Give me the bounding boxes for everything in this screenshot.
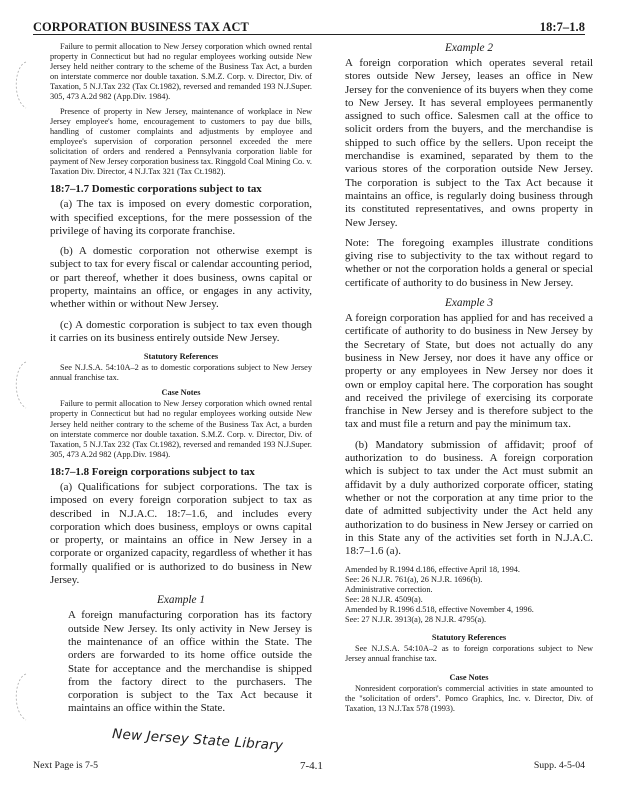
example-2-heading: Example 2 [445,42,493,54]
statutory-references-heading: Statutory References [143,352,219,362]
punch-hole-mark [8,672,30,722]
amendment-line: See: 26 N.J.R. 761(a), 26 N.J.R. 1696(b). [345,575,483,585]
library-stamp: New Jersey State Library [111,726,284,754]
section-heading-1-7: 18:7–1.7 Domestic corporations subject to tax [50,183,262,196]
case-note: Failure to permit allocation to New Jersey corporation which owned rental property in Connecticut but had no regular employees working outside New Jersey held neither contrary to the scheme of the Business Tax Act, a burden on interstate commerce nor double taxation. S.M.Z. Corp. v. Director, Div. of Taxation, 5 N.J.Tax 232 (Tax Ct.1982), reversed and remanded 193 N.J.Super. 305, 473 A.2d 982 (App.Div. 1984). [50,42,312,102]
paragraph-1-7-b: (b) A domestic corporation not otherwise exempt is subject to tax for every fiscal or calendar accounting period, or part thereof, whether it does business, owns capital or property, maintains an office, or engages in any activity, whether within or without New Jersey. [50,245,312,311]
case-notes-text: Nonresident corporation's commercial activities in state amounted to the "solicitation of orders". Pomco Graphics, Inc. v. Director, Div. of Taxation, 13 N.J.Tax 578 (1993). [345,683,593,713]
example-3-text: A foreign corporation has applied for and has received a certificate of authority to do business in New Jersey by the Secretary of State, but does not actually do any business in New Jersey, nor does it have any office or property or any employees in New Jersey nor does it own or employ capital here. The corporation has sought and received the privilege of exercising its corporate franchise in New Jersey and is therefore subject to the tax and must file a return and pay the minimum tax. [345,312,593,431]
paragraph-1-8-b: (b) Mandatory submission of affidavit; proof of authorization to do business. A foreign corporation which is subject to tax under the Act must submit an affidavit by a duly authorized corporate officer, stating whether or not the corporation at any time prior to the date of admitted subjectivity under the Act held any authorization to do business in New Jersey or carried on in this State any of the activities set forth in N.J.A.C. 18:7–1.6 (a). [345,438,593,558]
paragraph-1-8-a: (a) Qualifications for subject corporations. The tax is imposed on every foreign corporation subject to tax as described in N.J.A.C. 18:7–1.6, and includes every corporation which does business, employs or owns capital or property, or maintains an office in New Jersey in a corporate or organized capacity, regardless of whether it has formally qualified or is authorized to do business in New Jersey. [50,480,312,587]
statutory-references-text: See N.J.S.A. 54:10A–2 as to domestic corporations subject to New Jersey annual franchise tax. [50,363,312,383]
example-3-heading: Example 3 [445,297,493,310]
punch-hole-mark [8,360,30,410]
amendment-history [345,565,593,625]
example-2-text: A foreign corporation which operates several retail stores outside New Jersey, leases an office in New Jersey for the convenience of its buyers when they come to New Jersey. It has several employees permanently assigned to such office. Salesmen call at the office to solicit orders from the buyers, and the merchandise is shipped to such office by the sellers. Upon receipt the merchandise is examined, separated by them to the various stores of the corporation outside New Jersey. The corporation is subject to the Tax Act because it maintains an office, is regularly doing business through its constituted representatives, and owns property in New Jersey. [345,57,593,229]
case-notes-heading: Case Notes [161,388,201,398]
case-notes-text: Failure to permit allocation to New Jersey corporation which owned rental property in Connecticut but had no regular employees working outside New Jersey held neither contrary to the scheme of the Business Tax Act, a burden on interstate commerce nor double taxation. S.M.Z. Corp. v. Director, Div. of Taxation, 5 N.J.Tax 232 (Tax Ct.1982), reversed and remanded 193 N.J.Super. 305, 473 A.2d 982 (App.Div. 1984). [50,399,312,459]
header-title: CORPORATION BUSINESS TAX ACT [33,20,249,34]
example-1-heading: Example 1 [157,594,205,607]
right-column [345,42,593,718]
page-number: 7-4.1 [300,760,323,772]
statutory-references-heading: Statutory References [431,633,507,643]
amendment-line: See: 27 N.J.R. 3913(a), 28 N.J.R. 4795(a). [345,615,487,625]
section-heading-1-8: 18:7–1.8 Foreign corporations subject to tax [50,465,255,478]
next-page-note: Next Page is 7-5 [33,760,99,771]
paragraph-1-7-a: (a) The tax is imposed on every domestic corporation, with specified exceptions, for the mere possession of the privilege of having its corporate franchise. [50,198,312,237]
amendment-line: Administrative correction. [345,585,433,595]
example-1-text: A foreign manufacturing corporation has its factory outside New Jersey. Its only activity in New Jersey is the maintenance of an office within the State. The orders are forwarded to its home office outside the State for acceptance and the merchandise is shipped from the factory direct to the purchasers. The corporation is subject to the Tax Act because it maintains an office within the State. [68,609,312,715]
note-paragraph: Note: The foregoing examples illustrate conditions giving rise to subjectivity to the tax without regard to whether or not the corporation holds a general or special certificate of authority to do business in New Jersey. [345,236,593,289]
case-note: Presence of property in New Jersey, maintenance of workplace in New Jersey employee's home, encouragement to customers to pay due bills, handling of customer complaints and adjustments by employee and employee's supervision of corporation personnel exceeded the mere solicitation of orders and rendered a Pennsylvania corporation liable for payment of New Jersey corporation business tax. Ringgold Coal Mining Co. v. Taxation Div. Director, 4 N.J.Tax 321 (Tax Ct.1982). [50,106,312,177]
amendment-line: Amended by R.1996 d.518, effective November 4, 1996. [345,605,534,615]
left-column [50,42,312,723]
case-notes-heading: Case Notes [449,672,489,682]
header-section-number: 18:7–1.8 [539,20,585,34]
statutory-references-text: See N.J.S.A. 54:10A–2 as to foreign corporations subject to New Jersey annual franchise tax. [345,644,593,664]
supplement-date: Supp. 4-5-04 [533,760,585,771]
amendment-line: See: 28 N.J.R. 4509(a). [345,595,423,605]
punch-hole-mark [8,60,30,110]
running-header [33,18,585,35]
paragraph-1-7-c: (c) A domestic corporation is subject to tax even though it carries on its business entirely outside New Jersey. [50,318,312,344]
amendment-line: Amended by R.1994 d.186, effective April 18, 1994. [345,565,520,575]
